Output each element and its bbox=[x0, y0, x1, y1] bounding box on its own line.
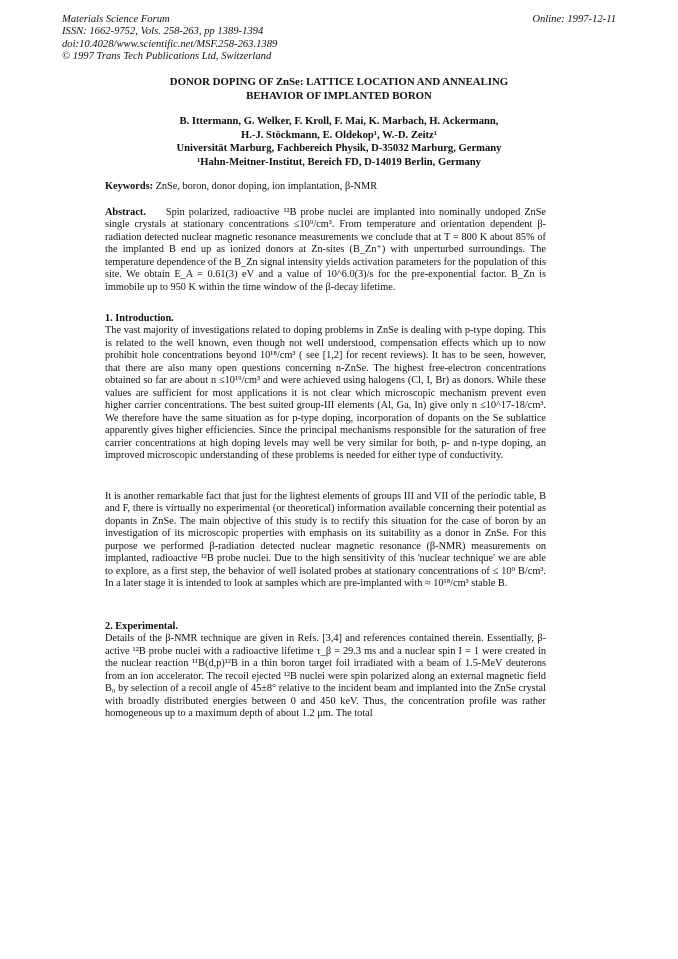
author-block bbox=[62, 115, 616, 169]
doi-line: doi:10.4028/www.scientific.net/MSF.258-263.1389 bbox=[62, 38, 278, 50]
paper-title bbox=[62, 75, 616, 103]
introduction-heading: 1. Introduction. bbox=[105, 313, 174, 324]
journal-name: Materials Science Forum bbox=[62, 14, 170, 25]
online-date: Online: 1997-12-11 bbox=[532, 14, 616, 25]
affiliation-1: Universität Marburg, Fachbereich Physik, D-35032 Marburg, Germany bbox=[176, 143, 502, 155]
introduction-section bbox=[105, 313, 546, 462]
abstract bbox=[105, 207, 546, 294]
experimental-heading: 2. Experimental. bbox=[105, 621, 178, 632]
keywords-text: ZnSe, boron, donor doping, ion implantation, β-NMR bbox=[153, 181, 378, 192]
experimental-paragraph-1: Details of the β-NMR technique are given in Refs. [3,4] and references contained therein. Essentially, β-active ¹²B probe nuclei with a radioactive lifetime τ_β = 29.3 ms and a nuclear spin I = 1 were created in the nuclear reaction ¹¹B(d,p)¹²B in a thin boron target foil irradiated with a beam of 1.5-MeV deuterons from an ion accelerator. The recoil ejected ¹²B nuclei were spin polarized along an external magnetic field B₀ by selection of a recoil angle of 45±8° relative to the incident beam and implanted into the ZnSe crystal with broadly distributed energies between 0 and 450 keV. Thus, the concentration profile was rather homogeneous up to a maximum depth of about 1.2 μm. The total bbox=[105, 633, 546, 720]
keywords-label: Keywords: bbox=[105, 181, 154, 192]
keywords bbox=[105, 181, 546, 193]
journal-header bbox=[62, 14, 277, 63]
authors-line-2: H.-J. Stöckmann, E. Oldekop¹, W.-D. Zeitz¹ bbox=[241, 129, 437, 141]
title-line-2: BEHAVIOR OF IMPLANTED BORON bbox=[246, 90, 432, 102]
introduction-paragraph-2-block bbox=[105, 491, 546, 591]
experimental-section bbox=[105, 621, 546, 721]
introduction-paragraph-2: It is another remarkable fact that just for the lightest elements of groups III and VII of the periodic table, B and F, there is virtually no experimental (or theoretical) information available concerning their potential as dopants in ZnSe. The main objective of this study is to rectify this situation for the case of boron by an investigation of its microscopic properties with emphasis on its suitability as a donor in ZnSe. For this purpose we performed β-radiation detected nuclear magnetic resonance (β-NMR) measurements on implanted, radioactive ¹²B probe nuclei. Due to the high sensitivity of this 'nuclear technique' we are able to explore, as a first step, the behavior of well isolated probes at stationary concentrations of ≤ 10⁹ B/cm³. In a later stage it is intended to look at samples which are pre-implanted with ≈ 10¹⁸/cm³ stable B. bbox=[105, 491, 546, 590]
authors-line-1: B. Ittermann, G. Welker, F. Kroll, F. Mai, K. Marbach, H. Ackermann, bbox=[179, 116, 499, 127]
copyright-line: © 1997 Trans Tech Publications Ltd, Switzerland bbox=[62, 50, 272, 62]
issn-line: ISSN: 1662-9752, Vols. 258-263, pp 1389-1394 bbox=[62, 26, 264, 38]
title-line-1: DONOR DOPING OF ZnSe: LATTICE LOCATION AND ANNEALING bbox=[169, 76, 509, 88]
introduction-paragraph-1: The vast majority of investigations related to doping problems in ZnSe is dealing with p-type doping. This is related to the well known, even though not well understood, compensation effects which up to now prohibit hole concentrations beyond 10¹⁸/cm³ ( see [1,2] for recent reviews). It has to be seen, however, that there are also many open questions concerning n-ZnSe. The highest free-electron concentrations obtained so far are about n ≤10¹⁹/cm³ and were achieved using halogens (Cl, I, Br) as donors. While these values are sufficient for most applications it is not clear which microscopic mechanism prevent even higher carrier concentrations. The best suited group-III elements (Al, Ga, In) give only n ≤10^17-18/cm³. We therefore have the same situation as for p-type doping, incorporation of dopants on the Se sublattice apparently gives higher efficiencies. Since the principal mechanisms responsible for the saturation of free carrier concentrations at high doping levels may well be very similar for both, p- and n-type doping, an improved microscopic understanding of these problems is needed for either type of conductivity. bbox=[105, 325, 546, 461]
abstract-text: Spin polarized, radioactive ¹²B probe nuclei are implanted into nominally undoped ZnSe single crystals at stationary concentrations ≤10⁹/cm³. From temperature and orientation dependent β-radiation detected nuclear magnetic resonance measurements we conclude that at T = 800 K about 85% of the implanted B end up as ionized donors at Zn-sites (B_Zn⁺) with unperturbed surroundings. The temperature dependence of the B_Zn signal intensity yields activation parameters for the population of this site. We obtain E_A = 0.61(3) eV and a value of 10^6.0(3)/s for the pre-exponential factor. B_Zn is immobile up to 950 K within the time window of the β-decay lifetime. bbox=[105, 207, 546, 293]
abstract-label: Abstract. bbox=[105, 207, 146, 218]
affiliation-2: ¹Hahn-Meitner-Institut, Bereich FD, D-14019 Berlin, Germany bbox=[197, 156, 481, 168]
